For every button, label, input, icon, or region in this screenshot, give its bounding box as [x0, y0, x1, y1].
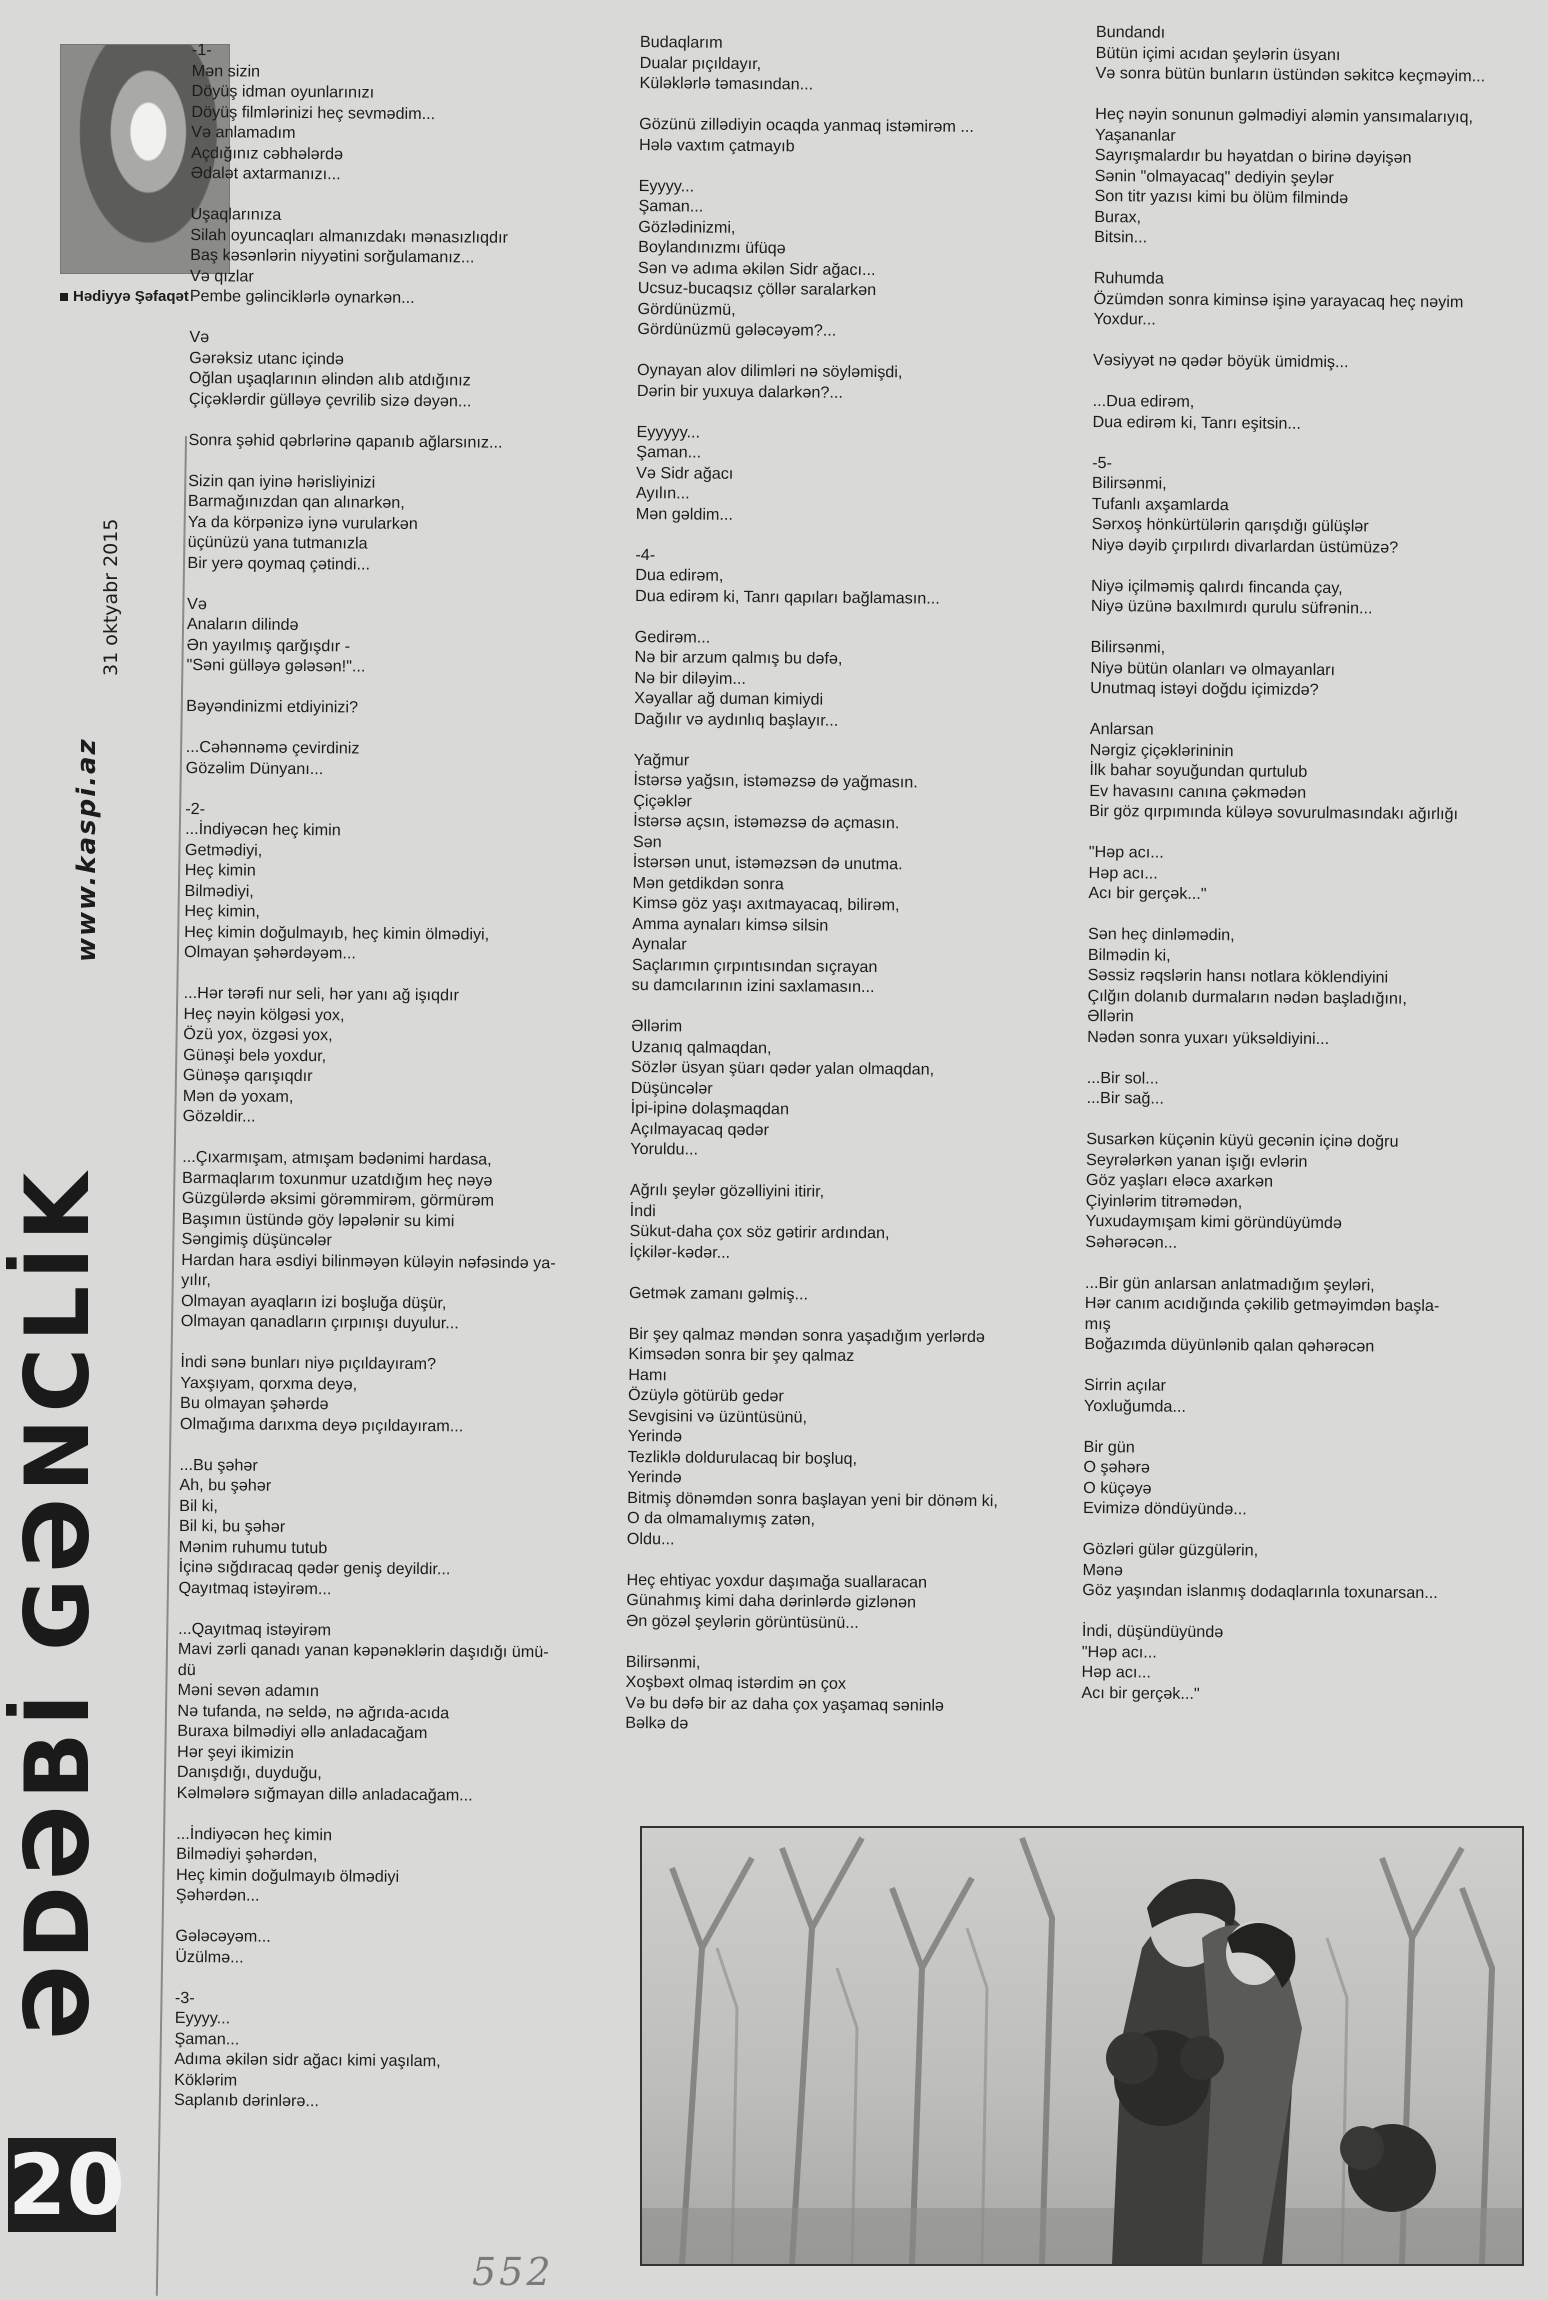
- website-url: www.kaspi.az: [72, 737, 102, 962]
- page-sidebar: [0, 0, 200, 2296]
- couple-illustration: [640, 1826, 1524, 2266]
- section-title: ƏDƏBİ GƏNCLİK: [6, 1166, 109, 2040]
- handwritten-mark: 552: [472, 2250, 554, 2294]
- page-number: 20: [8, 2136, 125, 2234]
- issue-date: 31 oktyabr 2015: [100, 518, 122, 676]
- forest-scene-icon: [642, 1828, 1522, 2264]
- poem-column-2: Budaqlarım Dualar pıçıldayır, Küləklərlə təmasından... Gözünü zillədiyin ocaqda yanmaq istəmirəm ... Hələ vaxtım çatmayıb Eyyyy... Şaman... Gözlədinizmi, Boylandınızmı üfüqə Sən və adıma əkilən Sidr ağacı... Ucsuz-bucaqsız çöllər saralarkən Gördünüzmü, Gördünüzmü gələcəyəm?... Oynayan alov dilimləri nə söyləmişdi, Dərin bir yuxuya dalarkən?... Eyyyyy... Şaman... Və Sidr ağacı Ayılın... Mən gəldim... -4- Dua edirəm, Dua edirəm ki, Tanrı qapıları bağlamasın... Gedirəm... Nə bir arzum qalmış bu dəfə, Nə bir diləyim... Xəyallar ağ duman kimiydi Dağılır və aydınlıq başlayır... Yağmur İstərsə yağsın, istəməzsə də yağmasın. Çiçəklər İstərsə açsın, istəməzsə də açmasın. Sən İstərsən unut, istəməzsən də unutma. Mən getdikdən sonra Kimsə göz yaşı axıtmayacaq, bilirəm, Amma aynaları kimsə silsin Aynalar Saçlarımın çırpıntısından sıçrayan su damcılarının izini saxlamasın... Əllərim Uzanıq qalmaqdan, Sözlər üsyan şüarı qədər yalan olmaqdan, Düşüncələr İpi-ipinə dolaşmaqdan Açılmayacaq qədər Yoruldu... Ağrılı şeylər gözəlliyini itirir, İndi Sükut-daha çox söz gətirir ardından, İçkilər-kədər... Getmək zamanı gəlmiş... Bir şey qalmaz məndən sonra yaşadığım yerlərdə Kimsədən sonra bir şey qalmaz Hamı Özüylə götürüb gedər Sevgisini və üzüntüsünü, Yerində Tezliklə doldurulacaq bir boşluq, Yerində Bitmiş dönəmdən sonra başlayan yeni bir dönəm ki, O da olmamalıymış zatən, Oldu... Heç ehtiyac yoxdur daşımağa suallaracan Günahmış kimi daha dərinlərdə gizlənən Ən gözəl şeylərin görüntüsünü... Bilirsənmi, Xoşbəxt olmaq istərdim ən çox Və bu dəfə bir az daha çox yaşamaq səninlə Bəlkə də: [625, 32, 998, 1733]
- author-name: Hədiyyə Şəfaqət: [60, 288, 189, 305]
- poem-column-1: -1- Mən sizin Döyüş idman oyunlarınızı Döyüş filmlərinizi heç sevmədim... Və anlamadım Açdığınız cəbhələrdə Ədalət axtarmanızı... Uşaqlarınıza Silah oyuncaqları almanızdakı mənasızlıqdır Baş kəsənlərin niyyətini sorğulamanız... Və qızlar Pembe gəlinciklərlə oynarkən... Və Gərəksiz utanc içində Oğlan uşaqlarının əlindən alıb atdığınız Çiçəklərdir gülləyə çevrilib sizə dəyən... Sonra şəhid qəbrlərinə qapanıb ağlarsınız... Sizin qan iyinə hərisliyinizi Barmağınızdan qan alınarkən, Ya da körpənizə iynə vurularkən üçünüzü yana tutmanızla Bir yerə qoymaq çətindi... Və Anaların dilində Ən yayılmış qarğışdır - "Səni gülləyə gələsən!"... Bəyəndinizmi etdiyinizi? ...Cəhənnəmə çevirdiniz Gözəlim Dünyanı... -2- ...İndiyəcən heç kimin Getmədiyi, Heç kimin Bilmədiyi, Heç kimin, Heç kimin doğulmayıb, heç kimin ölmədiyi, Olmayan şəhərdəyəm... ...Hər tərəfi nur seli, hər yanı ağ işıqdır Heç nəyin kölgəsi yox, Özü yox, özgəsi yox, Günəşi belə yoxdur, Günəşə qarışıqdır Mən də yoxam, Gözəldir... ...Çıxarmışam, atmışam bədənimi hardasa, Barmaqlarım toxunmur uzatdığım heç nəyə Güzgülərdə əksimi görəmmirəm, görmürəm Başımın üstündə göy ləpələnir su kimi Səngimiş düşüncələr Hardan hara əsdiyi bilinməyən küləyin nəfəsində ya- yılır, Olmayan ayaqların izi boşluğa düşür, Olmayan qanadların çırpınışı duyulur... İndi sənə bunları niyə pıçıldayıram? Yaxşıyam, qorxma deyə, Bu olmayan şəhərdə Olmağıma darıxma deyə pıçıldayıram... ...Bu şəhər Ah, bu şəhər Bil ki, Bil ki, bu şəhər Mənim ruhumu tutub İçinə sığdıracaq qədər geniş deyildir... Qayıtmaq istəyirəm... ...Qayıtmaq istəyirəm Mavi zərli qanadı yanan kəpənəklərin daşıdığı ümü- dü Məni sevən adamın Nə tufanda, nə seldə, nə ağrıda-acıda Buraxa bilmədiyi əllə anladacağam Hər şeyi ikimizin Danışdığı, duyduğu, Kəlmələrə sığmayan dillə anladacağam... ...İndiyəcən heç kimin Bilmədiyi şəhərdən, Heç kimin doğulmayıb ölmədiyi Şəhərdən... Gələcəyəm... Üzülmə... -3- Eyyyy... Şaman... Adıma əkilən sidr ağacı kimi yaşılam, Köklərim Saplanıb dərinlərə...: [174, 40, 632, 2114]
- poem-column-3: Bundandı Bütün içimi acıdan şeylərin üsyanı Və sonra bütün bunların üstündən səkitcə keçməyim... Heç nəyin sonunun gəlmədiyi aləmin yansımalarıyıq, Yaşananlar Sayrışmalardır bu həyatdan o birinə dəyişən Sənin "olmayacaq" dediyin şeylər Son titr yazısı kimi bu ölüm filmində Burax, Bitsin... Ruhumda Özümdən sonra kiminsə işinə yarayacaq heç nəyim Yoxdur... Vəsiyyət nə qədər böyük ümidmiş... ...Dua edirəm, Dua edirəm ki, Tanrı eşitsin... -5- Bilirsənmi, Tufanlı axşamlarda Sərxoş hönkürtülərin qarışdığı gülüşlər Niyə dəyib çırpılırdı divarlardan üstümüzə? Niyə içilməmiş qalırdı fincanda çay, Niyə üzünə baxılmırdı qurulu süfrənin... Bilirsənmi, Niyə bütün olanları və olmayanları Unutmaq istəyi doğdu içimizdə? Anlarsan Nərgiz çiçəklərininin İlk bahar soyuğundan qurtulub Ev havasını canına çəkmədən Bir göz qırpımında küləyə sovurulmasındakı ağırlığı "Həp acı... Həp acı... Acı bir gerçək..." Sən heç dinləmədin, Bilmədin ki, Səssiz rəqslərin hansı notlara köklendiyini Çılğın dolanıb durmaların nədən başladığını, Əllərin Nədən sonra yuxarı yüksəldiyini... ...Bir sol... ...Bir sağ... Susarkən küçənin küyü gecənin içinə doğru Seyrələrkən yanan işığı evlərin Göz yaşları eləcə axarkən Çiyinlərim titrəmədən, Yuxudaymışam kimi göründüyümdə Səhərəcən... ...Bir gün anlarsan anlatmadığım şeyləri, Hər canım acıdığında çəkilib getməyimdən başla- mış Boğazımda düyünlənib qalan qəhərəcən Sirrin açılar Yoxluğumda... Bir gün O şəhərə O küçəyə Evimizə döndüyündə... Gözləri gülər güzgülərin, Mənə Göz yaşından islanmış dodaqlarınla toxunarsan... İndi, düşündüyündə "Həp acı... Həp acı... Acı bir gerçək...": [1081, 22, 1486, 1703]
